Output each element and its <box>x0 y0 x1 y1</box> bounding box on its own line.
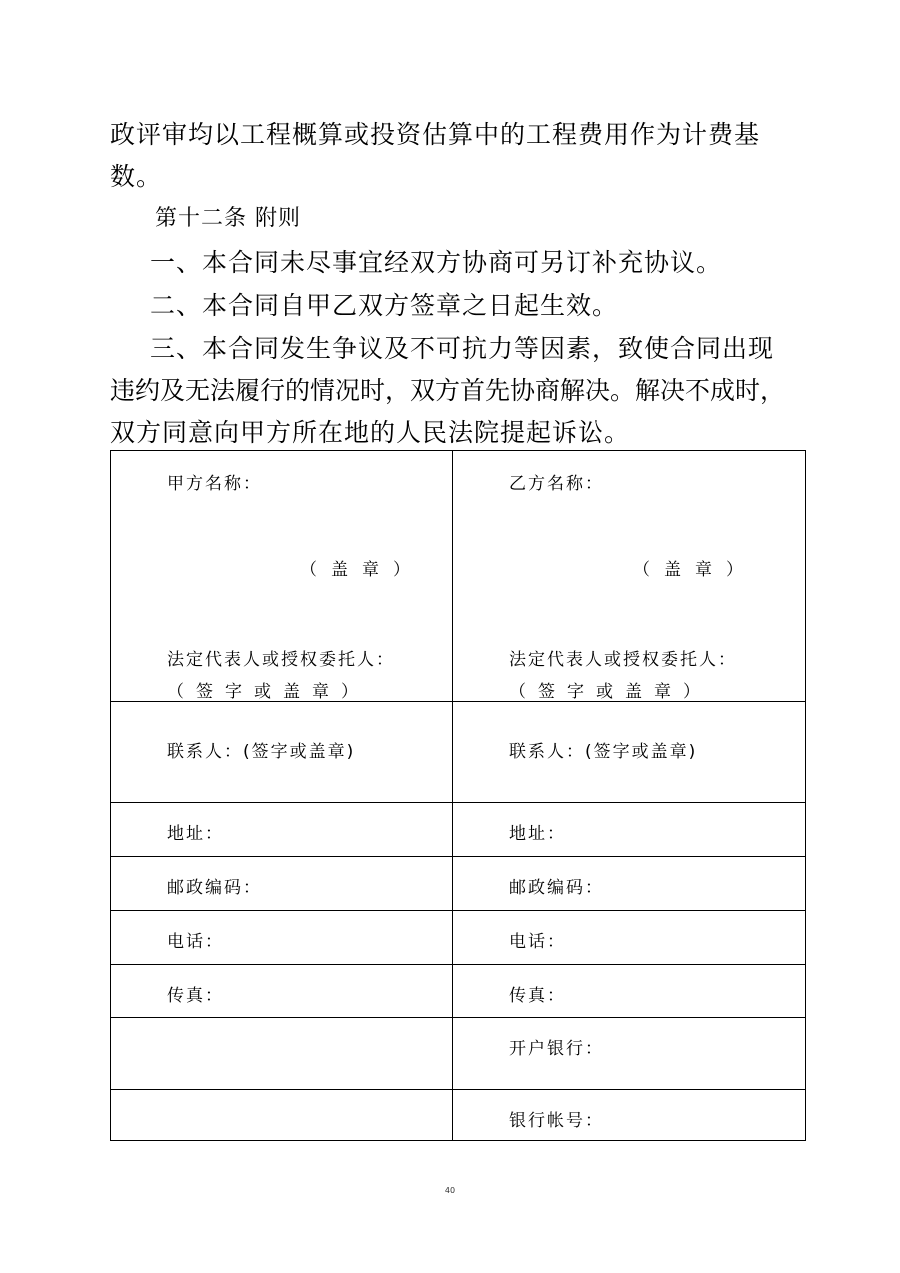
party-a-account-cell <box>111 1090 453 1141</box>
party-b-rep-hint: （签字或盖章） <box>509 682 712 702</box>
clause-item-1: 一、本合同未尽事宜经双方协商可另订补充协议。 <box>150 248 723 277</box>
party-a-address-cell <box>111 803 453 857</box>
table-row-account <box>111 1090 806 1141</box>
party-a-postcode-label: 邮政编码： <box>167 878 262 898</box>
article-heading: 第十二条 附则 <box>155 206 301 231</box>
party-a-address-label: 地址： <box>167 824 224 844</box>
party-b-info-cell <box>453 451 806 702</box>
table-row-address <box>111 803 806 857</box>
party-b-address-label: 地址： <box>509 824 566 844</box>
party-b-bank-cell <box>453 1018 806 1090</box>
table-row-bank <box>111 1018 806 1090</box>
party-a-postcode-cell <box>111 857 453 911</box>
signature-table <box>110 450 806 1141</box>
clause-item-3-line-3: 双方同意向甲方所在地的人民法院提起诉讼。 <box>110 418 631 447</box>
party-a-fax-cell <box>111 965 453 1018</box>
table-row-postcode <box>111 857 806 911</box>
party-b-seal-label: （盖章） <box>633 560 757 580</box>
party-a-contact-label: 联系人：(签字或盖章) <box>167 742 356 762</box>
party-b-address-cell <box>453 803 806 857</box>
party-a-rep-label: 法定代表人或授权委托人： <box>167 650 395 670</box>
page-number: 40 <box>444 1186 456 1195</box>
party-b-fax-label: 传真： <box>509 986 566 1006</box>
party-a-seal-label: （盖章） <box>300 560 424 580</box>
clause-item-3-line-1: 三、本合同发生争议及不可抗力等因素，致使合同出现 <box>150 334 775 363</box>
party-b-postcode-label: 邮政编码： <box>509 878 604 898</box>
party-a-name-label: 甲方名称： <box>167 474 262 494</box>
body-line-2: 数。 <box>110 162 163 191</box>
party-b-contact-label: 联系人：(签字或盖章) <box>509 742 698 762</box>
body-line-1: 政评审均以工程概算或投资估算中的工程费用作为计费基 <box>110 120 761 149</box>
party-a-phone-cell <box>111 911 453 965</box>
party-b-fax-cell <box>453 965 806 1018</box>
party-a-contact-cell <box>111 702 453 803</box>
table-row-party-info <box>111 451 806 702</box>
party-a-info-cell <box>111 451 453 702</box>
party-a-bank-cell <box>111 1018 453 1090</box>
party-b-postcode-cell <box>453 857 806 911</box>
party-b-account-cell <box>453 1090 806 1141</box>
table-row-contact <box>111 702 806 803</box>
party-b-phone-cell <box>453 911 806 965</box>
clause-item-2: 二、本合同自甲乙双方签章之日起生效。 <box>150 291 619 320</box>
table-row-phone <box>111 911 806 965</box>
party-b-rep-label: 法定代表人或授权委托人： <box>509 650 737 670</box>
party-b-phone-label: 电话： <box>509 932 566 952</box>
party-a-fax-label: 传真： <box>167 986 224 1006</box>
party-b-contact-cell <box>453 702 806 803</box>
party-b-account-label: 银行帐号： <box>509 1111 604 1131</box>
party-b-name-label: 乙方名称： <box>509 474 604 494</box>
party-b-bank-label: 开户银行： <box>509 1039 604 1059</box>
party-a-rep-hint: （签字或盖章） <box>167 682 370 702</box>
clause-item-3-line-2: 违约及无法履行的情况时，双方首先协商解决。解决不成时， <box>110 376 786 405</box>
table-row-fax <box>111 965 806 1018</box>
party-a-phone-label: 电话： <box>167 932 224 952</box>
